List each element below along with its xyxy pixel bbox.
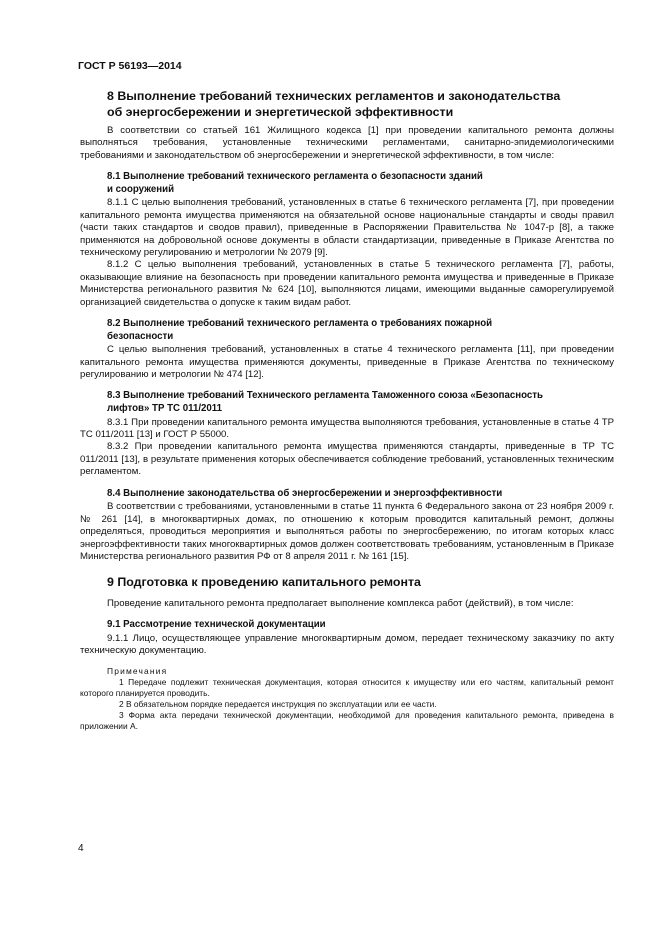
section-9-title: 9 Подготовка к проведению капитального ремонта xyxy=(107,575,421,590)
section-8-1-title-line1: 8.1 Выполнение требований технического регламента о безопасности зданий xyxy=(107,171,483,183)
section-9-1-title: 9.1 Рассмотрение технической документации xyxy=(107,619,326,631)
section-8-4-title: 8.4 Выполнение законодательства об энергосбережении и энергоэффективности xyxy=(107,487,503,499)
note-2: 2 В обязательном порядке передается инструкция по эксплуатации или ее части. xyxy=(119,698,437,709)
paragraph-8-4: В соответствии с требованиями, установленными в статье 11 пункта 6 Федерального закона от 23 ноября 2009 г. № 261 [14], в многоквартирных домах, по отношению к которым проводится капитальный ремонт, должны определяться, проводиться мероприятия и выполняться работы по энергосбережению, по итогам которых класс энергоэффективности таких многоквартирных домов должен соответствовать требованиям, установленным в Приказе Министерства регионального развития РФ от 8 апреля 2011 г. № 161 [15]. xyxy=(80,501,614,562)
notes-title: Примечания xyxy=(107,665,168,676)
section-8-3-title xyxy=(107,390,616,415)
paragraph-8-3-1: 8.3.1 При проведении капитального ремонта имущества выполняются требования, установленные в статье 4 ТР ТС 011/2011 [13] и ГОСТ Р 55000. xyxy=(80,416,614,441)
section-8-3-title-line2: лифтов» ТР ТС 011/2011 xyxy=(107,403,223,415)
paragraph-8-2: С целью выполнения требований, установленных в статье 4 технического регламента [11], при проведении капитального ремонта имущества применяются документы, приведенные в Приказе Агентства по техническому регулированию и метрологии № 474 [12]. xyxy=(80,344,614,381)
page-number: 4 xyxy=(78,843,84,854)
section-8-2-title-line2: безопасности xyxy=(107,330,174,342)
section-8-1-title xyxy=(107,171,616,196)
section-8-2-title xyxy=(107,318,616,343)
note-3: 3 Форма акта передачи технической документации, необходимой для проведения капитального ремонта, приведена в приложении А. xyxy=(80,709,614,731)
paragraph-8-1-1: 8.1.1 С целью выполнения требований, установленных в статье 6 технического регламента [7], при проведении капитального ремонта имущества применяются на обязательной основе национальные стандарты и своды правил (части таких стандартов и сводов правил), приведенные в Распоряжении Правительства № 1047-р [8], а также применяются на добровольной основе документы в области стандартизации, приведенные в Приказе Агентства по техническому регулированию и метрологии № 2079 [9]. xyxy=(80,197,614,259)
section-8-title xyxy=(107,89,607,120)
section-8-1-title-line2: и сооружений xyxy=(107,183,175,195)
section-8-title-line2: об энергосбережении и энергетической эффективности xyxy=(107,104,454,119)
paragraph-8-1-2: 8.1.2 С целью выполнения требований, установленных в статье 5 технического регламента [7], работы, оказывающие влияние на безопасность при проведении капитального ремонта имущества и приведенные в Приказе Министерства регионального развития № 624 [10], выполняются лицами, имеющими выданные саморегулируемой организацией свидетельства о допуске к таким видам работ. xyxy=(80,259,614,308)
section-8-2-title-line1: 8.2 Выполнение требований технического регламента о требованиях пожарной xyxy=(107,318,493,330)
page-content xyxy=(80,89,616,732)
document-code: ГОСТ Р 56193—2014 xyxy=(78,60,182,72)
paragraph-9-1-1: 9.1.1 Лицо, осуществляющее управление многоквартирным домом, передает техническому заказчику по акту техническую документацию. xyxy=(80,632,614,657)
section-9-intro: Проведение капитального ремонта предполагает выполнение комплекса работ (действий), в том числе: xyxy=(107,597,574,609)
paragraph-8-3-2: 8.3.2 При проведении капитального ремонта имущества применяются стандарты, приведенные в ТР ТС 011/2011 [13], в результате применения которых обеспечивается соблюдение требований, установленных техническим регламентом. xyxy=(80,441,614,478)
note-1: 1 Передаче подлежит техническая документация, которая относится к имуществу или его частям, капитальный ремонт которого планируется проводить. xyxy=(80,676,614,698)
section-8-intro: В соответствии со статьей 161 Жилищного кодекса [1] при проведении капитального ремонта должны выполняться требования, установленные техническими регламентами, санитарно-эпидемиологическими требованиями и законодательством об энергосбережении и энергетической эффективности, в том числе: xyxy=(80,125,614,161)
section-8-title-line1: 8 Выполнение требований технических регламентов и законодательства xyxy=(107,89,561,103)
section-8-3-title-line1: 8.3 Выполнение требований Технического регламента Таможенного союза «Безопасность xyxy=(107,390,543,402)
